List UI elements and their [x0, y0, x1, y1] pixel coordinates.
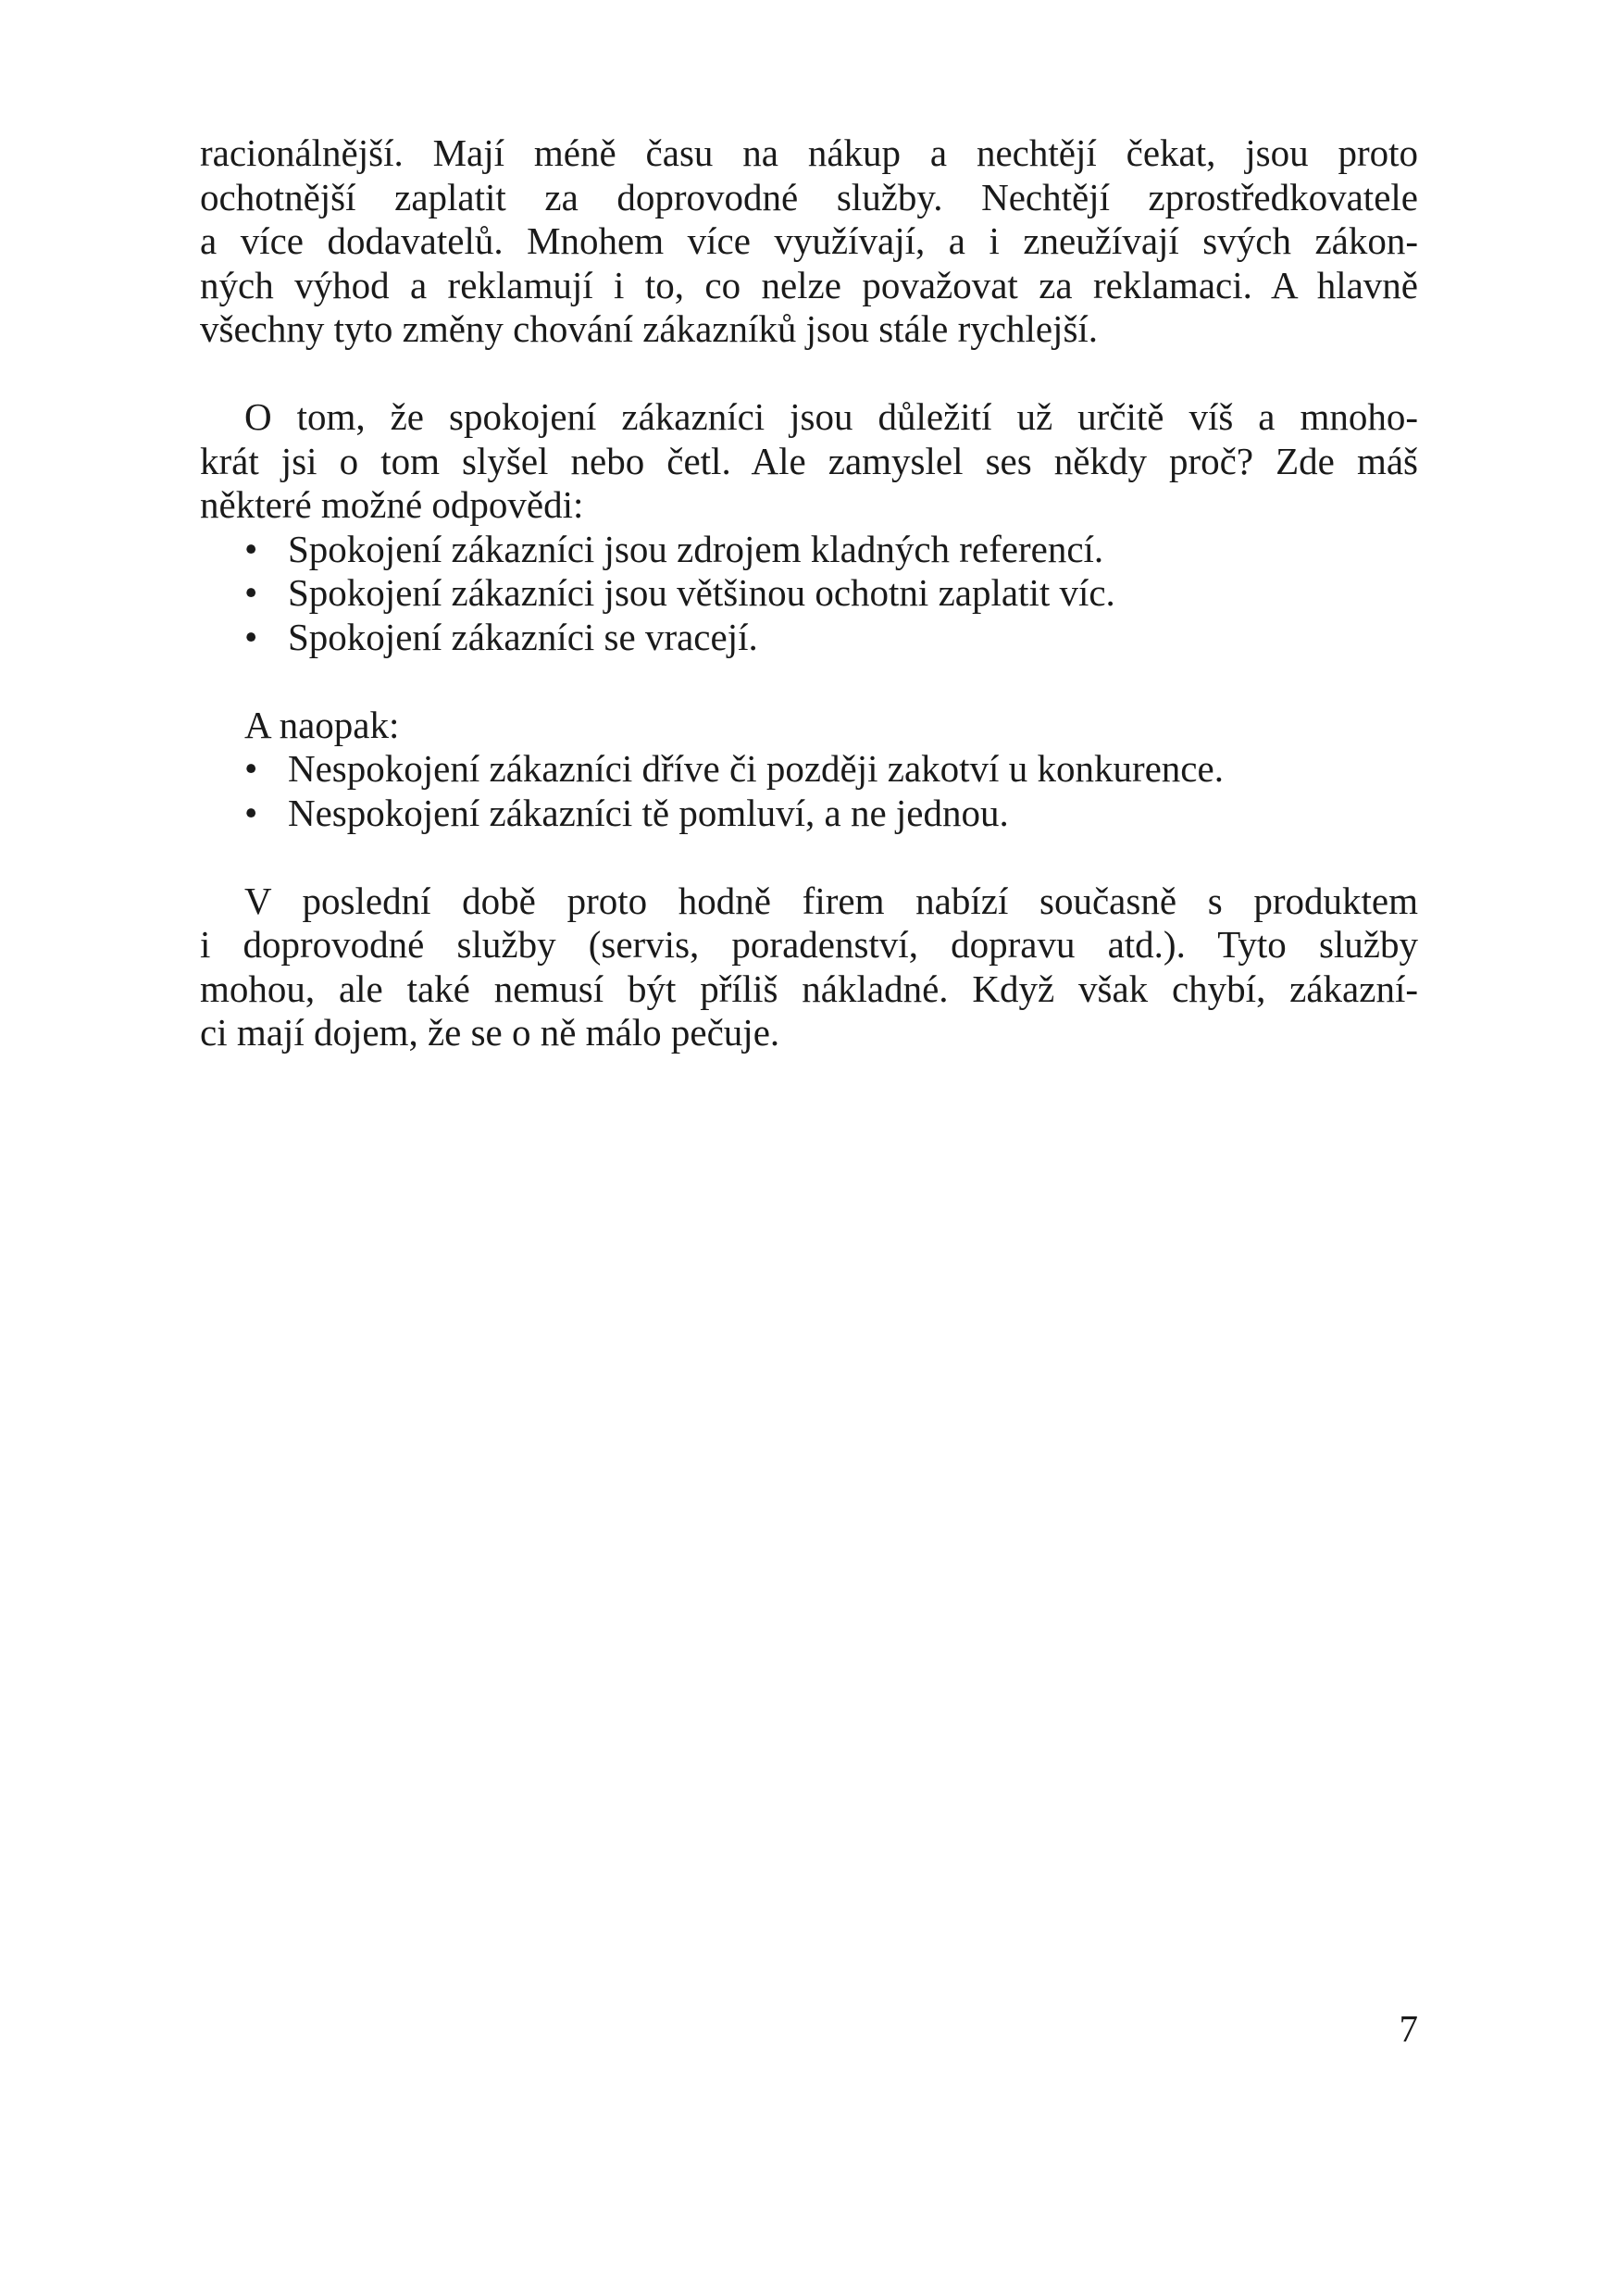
paragraph-line: ochotnější zaplatit za doprovodné služby. Nechtějí zprostředkovatele — [200, 175, 1418, 218]
bullet-icon: • — [244, 571, 258, 614]
bullet-list-positive — [200, 528, 1418, 660]
paragraph-2 — [200, 395, 1418, 528]
list-item-text: Spokojení zákazníci jsou zdrojem kladných referencí. — [288, 527, 1104, 570]
page-number: 7 — [1399, 2007, 1418, 2050]
paragraph-line: racionálnější. Mají méně času na nákup a nechtějí čekat, jsou proto — [200, 131, 1418, 174]
list-item-text: Nespokojení zákazníci dříve či později zakotví u konkurence. — [288, 747, 1224, 790]
bullet-list-negative — [200, 747, 1418, 835]
list-item — [200, 571, 1418, 616]
paragraph-gap — [200, 659, 1418, 704]
paragraph-1 — [200, 131, 1418, 352]
bullet-icon: • — [244, 791, 258, 834]
list-item — [200, 747, 1418, 792]
paragraph-line: O tom, že spokojení zákazníci jsou důležití už určitě víš a mnoho- — [244, 395, 1418, 438]
paragraph-line: ci mají dojem, že se o ně málo pečuje. — [200, 1011, 780, 1054]
paragraph-line: krát jsi o tom slyšel nebo četl. Ale zamyslel ses někdy proč? Zde máš — [200, 439, 1418, 482]
paragraph-line: a více dodavatelů. Mnohem více využívají, a i zneužívají svých zákon- — [200, 219, 1418, 262]
list-item — [200, 528, 1418, 572]
list-item-text: Nespokojení zákazníci tě pomluví, a ne jednou. — [288, 791, 1009, 834]
paragraph-3 — [200, 704, 1418, 748]
paragraph-line: některé možné odpovědi: — [200, 483, 584, 526]
list-item — [200, 792, 1418, 836]
paragraph-gap — [200, 352, 1418, 396]
page-body — [200, 131, 1418, 1055]
paragraph-line: mohou, ale také nemusí být příliš nákladné. Když však chybí, zákazní- — [200, 967, 1418, 1010]
bullet-icon: • — [244, 747, 258, 790]
paragraph-gap — [200, 835, 1418, 880]
paragraph-line: všechny tyto změny chování zákazníků jsou stále rychlejší. — [200, 307, 1099, 350]
paragraph-line: V poslední době proto hodně firem nabízí současně s produktem — [244, 879, 1418, 922]
bullet-icon: • — [244, 615, 258, 658]
paragraph-line: i doprovodné služby (servis, poradenství, dopravu atd.). Tyto služby — [200, 923, 1418, 966]
list-item-text: Spokojení zákazníci se vracejí. — [288, 615, 758, 658]
paragraph-line: ných výhod a reklamují i to, co nelze považovat za reklamaci. A hlavně — [200, 263, 1418, 306]
bullet-icon: • — [244, 527, 258, 570]
list-item-text: Spokojení zákazníci jsou většinou ochotni zaplatit víc. — [288, 571, 1115, 614]
paragraph-line: A naopak: — [244, 703, 400, 746]
paragraph-4 — [200, 880, 1418, 1055]
list-item — [200, 616, 1418, 660]
